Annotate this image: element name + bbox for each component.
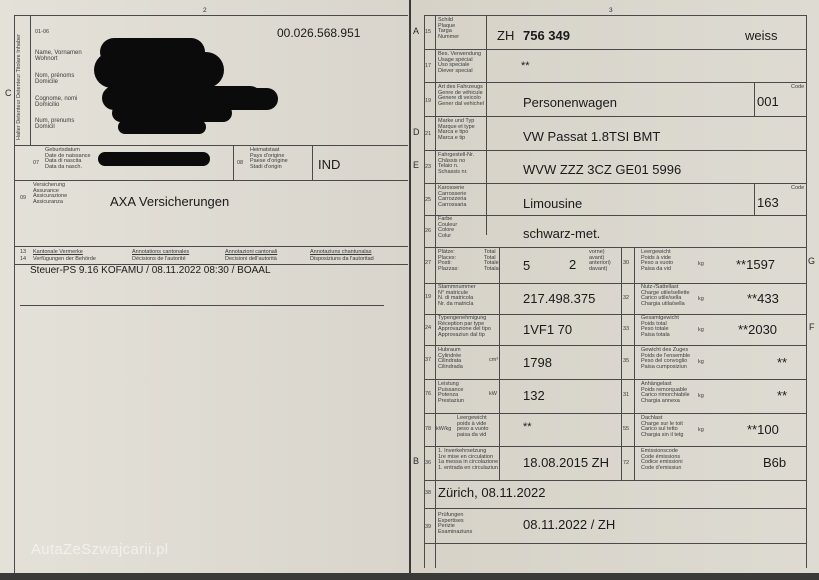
field-23-number: 23	[425, 164, 432, 170]
type-approval-label	[438, 316, 491, 338]
power-de: Leistung	[438, 381, 459, 387]
total-weight-unit: kg	[698, 327, 704, 333]
plate-label-de: Schild	[438, 17, 453, 23]
plate-label-it: Targa	[438, 28, 452, 35]
divider	[806, 15, 807, 568]
roof-load-fr: Charge sur le toit	[641, 420, 683, 427]
color-label	[438, 217, 457, 239]
authority-label-de: Verfügungen der Behörde	[33, 256, 96, 262]
color-label-de: Farbe	[438, 216, 453, 222]
power-weight-unit: kW/kg	[436, 426, 452, 432]
make-type-label-fr: Marque et type	[438, 123, 475, 130]
divider	[499, 283, 500, 480]
combination-weight-label	[641, 348, 690, 370]
body-code: 163	[757, 195, 779, 210]
name-label-de: Name, Vornamen	[35, 50, 82, 56]
divider	[424, 247, 807, 248]
origin-label-rm: Stadi d'origin	[250, 163, 282, 170]
power-weight-label	[457, 416, 489, 438]
field-01-number: 01-06	[35, 29, 50, 35]
empty-weight-label	[641, 250, 673, 272]
emission-code-it: Codice emissioni	[641, 459, 683, 466]
type-approval-de: Typengenehmigung	[438, 315, 487, 321]
combination-weight-value: **	[777, 355, 788, 370]
places-total-fr: Total	[484, 254, 496, 261]
emission-code-de: Emissionscode	[641, 448, 678, 454]
field-31-number: 31	[623, 392, 630, 398]
side-letter-b: B	[413, 456, 420, 466]
divider	[424, 15, 807, 16]
inspection-de: Prüfungen	[438, 512, 464, 518]
towing-load-unit: kg	[698, 393, 704, 399]
emission-code-rm: Code d'emissiun	[641, 464, 682, 471]
insurance-label-it: Assicurazione	[33, 193, 68, 200]
divider	[424, 543, 807, 544]
total-weight-value: **2030	[738, 322, 778, 337]
payload-unit: kg	[698, 296, 704, 302]
type-approval-fr: Réception par type	[438, 320, 485, 327]
master-number-label	[438, 285, 476, 307]
displacement-it: Cilindrata	[438, 358, 462, 365]
cantonal-label-it: Annotazioni cantonali	[225, 249, 278, 255]
side-letter-c: C	[5, 88, 12, 98]
divider	[312, 145, 313, 180]
body-label-de: Karosserie	[438, 185, 465, 191]
divider	[424, 446, 807, 447]
places-total-it: Totale	[484, 260, 499, 267]
field-26-number: 26	[425, 228, 432, 234]
divider	[424, 183, 807, 184]
field-07-number: 07	[33, 160, 40, 166]
power-weight-value: **	[523, 421, 532, 433]
special-use-label-rm: Diever special	[438, 67, 473, 74]
power-weight-it: peso a vuoto	[457, 426, 489, 433]
emission-code-label	[641, 449, 683, 471]
first-registration-label	[438, 449, 498, 471]
divider	[499, 247, 500, 283]
payload-it: Carico utile/sella	[641, 295, 682, 302]
body-label-rm: Carrossaria	[438, 201, 467, 208]
side-letter-f: F	[809, 322, 815, 332]
power-fr: Puissance	[438, 386, 464, 393]
color-label-rm: Colur	[438, 232, 452, 239]
plate-label-rm: Nummer	[438, 33, 460, 40]
redaction-mark	[94, 52, 224, 88]
empty-weight-unit: kg	[698, 261, 704, 267]
payload-de: Nutz-/Sattellast	[641, 284, 679, 290]
special-use-label-de: Bes. Verwendung	[438, 51, 482, 57]
towing-load-rm: Chargia annexa	[641, 397, 680, 404]
vehicle-type-value: Personenwagen	[523, 95, 617, 110]
vehicle-type-label-rm: Gener dal vehichel	[438, 100, 484, 107]
roof-load-de: Dachlast	[641, 415, 663, 421]
make-type-label-de: Marke und Typ	[438, 118, 475, 124]
divider	[486, 15, 487, 235]
field-24-number: 24	[425, 325, 432, 331]
divider	[424, 49, 807, 50]
name-label-rm-1: Num, prenums	[35, 118, 75, 124]
displacement-de: Hubraum	[438, 347, 461, 353]
watermark: AutaZeSzwajcarii.pl	[31, 541, 169, 558]
towing-load-fr: Poids remorquable	[641, 386, 688, 393]
type-approval-it: Approvazione del tipo	[438, 326, 491, 333]
total-weight-fr: Poids total	[641, 320, 667, 327]
payload-rm: Chargia utila/sella	[641, 300, 685, 307]
insurance-label	[33, 183, 67, 205]
displacement-value: 1798	[523, 355, 552, 370]
authority-label-it: Decisioni dell'autorità	[225, 256, 277, 262]
field-17-number: 17	[425, 63, 432, 69]
name-label-it-1: Cognome, nomi	[35, 96, 78, 102]
body-label	[438, 186, 466, 208]
empty-weight-value: **1597	[736, 257, 776, 272]
name-label-fr-1: Nom, prénoms	[35, 73, 75, 79]
roof-load-label	[641, 416, 684, 438]
roof-load-rm: Chargia sin il tetg	[641, 431, 684, 438]
cantonal-label-fr: Annotations cantonales	[132, 249, 190, 255]
power-label	[438, 382, 464, 404]
power-weight-rm: paisa da vid	[457, 431, 487, 438]
field-19b-number: 19	[425, 294, 432, 300]
vehicle-type-label-it: Genere di veicolo	[438, 95, 481, 102]
places-front-value: 2	[569, 257, 577, 272]
places-label-de: Plätze:	[438, 249, 455, 255]
field-21-number: 21	[425, 131, 432, 137]
empty-weight-it: Peso a vuoto	[641, 260, 674, 267]
field-39-number: 39	[425, 524, 432, 530]
field-15-number: 15	[425, 29, 432, 35]
divider	[14, 15, 15, 573]
places-front-label	[589, 250, 611, 272]
total-weight-rm: Paisa totala	[641, 331, 670, 338]
field-14-number: 14	[20, 256, 27, 262]
power-weight-de: Leergewicht	[457, 415, 487, 421]
combination-weight-it: Peso del convoglio	[641, 358, 688, 365]
places-label-it: Posti:	[438, 260, 452, 267]
field-25-number: 25	[425, 197, 432, 203]
payload-fr: Charge utile/sellette	[641, 289, 690, 296]
side-letter-e: E	[413, 160, 420, 170]
inspection-it: Perizie	[438, 523, 455, 530]
displacement-fr: Cylindrée	[438, 352, 462, 359]
authority-label-fr: Décisions de l'autorité	[132, 256, 186, 262]
field-09-number: 09	[20, 195, 27, 201]
name-label	[35, 50, 82, 62]
places-front-rm: davant)	[589, 265, 608, 272]
birth-label-fr: Date de naissance	[45, 152, 91, 159]
divider	[14, 15, 408, 16]
places-total-label	[484, 250, 499, 272]
body-label-it: Carrozzeria	[438, 196, 467, 203]
roof-load-it: Carico sul tetto	[641, 426, 678, 433]
divider	[30, 15, 31, 145]
field-30-number: 30	[623, 260, 630, 266]
first-registration-fr: 1re mise en circulation	[438, 453, 494, 460]
make-type-label-it: Marca e tipo	[438, 129, 469, 136]
inspection-rm: Examinaziuns	[438, 528, 473, 535]
holder-vertical-label-2: Halter Detenteur	[16, 99, 22, 140]
insurance-value: AXA Versicherungen	[110, 194, 230, 209]
field-78-number: 78	[425, 426, 432, 432]
divider	[435, 15, 436, 568]
authority-remark: Steuer-PS 9.16 KOFAMU / 08.11.2022 08:30 / BOAAL	[30, 265, 271, 276]
power-value: 132	[523, 388, 545, 403]
divider	[424, 82, 807, 83]
combination-weight-de: Gewicht des Zuges	[641, 347, 689, 353]
divider	[754, 183, 755, 215]
first-registration-value: 18.08.2015 ZH	[523, 455, 610, 470]
divider	[14, 145, 408, 146]
inspection-label	[438, 513, 472, 535]
towing-load-it: Carico rimorchiabile	[641, 392, 690, 399]
side-letter-d: D	[413, 127, 420, 137]
divider	[424, 508, 807, 509]
origin-label-de: Heimatstaat	[250, 147, 280, 153]
name-label-de-2: Wohnort	[35, 56, 58, 62]
right-page	[411, 0, 819, 573]
redaction-mark	[98, 152, 210, 166]
origin-label-it: Paese d'origine	[250, 158, 288, 165]
inspection-value: 08.11.2022 / ZH	[523, 517, 616, 532]
payload-value: **433	[747, 291, 779, 306]
insurance-label-de: Versicherung	[33, 182, 66, 188]
chassis-label-fr: Châssis no	[438, 157, 466, 164]
origin-label-fr: Pays d'origine	[250, 152, 285, 159]
roof-load-value: **100	[747, 422, 779, 437]
payload-label	[641, 285, 690, 307]
birth-label	[45, 148, 91, 170]
vehicle-type-label-fr: Genre de véhicule	[438, 89, 483, 96]
field-08-number: 08	[237, 160, 244, 166]
field-38-number: 38	[425, 490, 432, 496]
vehicle-type-code-label: Code	[791, 84, 805, 90]
first-registration-de: 1. Inverkehrsetzung	[438, 448, 487, 454]
color-label-fr: Couleur	[438, 221, 458, 228]
make-type-label	[438, 119, 475, 141]
towing-load-value: **	[777, 388, 788, 403]
power-weight-fr: poids à vide	[457, 420, 487, 427]
plate-number: 756 349	[523, 28, 570, 43]
remark-underline	[20, 305, 384, 306]
name-label-rm-2: Domicil	[35, 124, 55, 130]
vehicle-type-label-de: Art des Fahrzeugs	[438, 84, 483, 90]
redaction-mark	[118, 120, 206, 134]
divider	[424, 379, 807, 380]
combination-weight-rm: Paisa cumposiziun	[641, 363, 687, 370]
name-label-it-2: Domicilio	[35, 102, 60, 108]
places-total-value: 5	[523, 258, 531, 273]
origin-value: IND	[318, 157, 341, 172]
power-it: Potenza	[438, 392, 459, 399]
field-76-number: 76	[425, 391, 432, 397]
authority-label-rm: Disposiziuns da l'autoritad	[310, 256, 374, 262]
cantonal-label-de: Kantonale Vermerke	[33, 249, 83, 255]
plate-color: weiss	[745, 28, 778, 43]
plate-canton: ZH	[497, 28, 515, 43]
chassis-label-rm: Schassis nr.	[438, 168, 468, 175]
divider	[424, 413, 807, 414]
total-weight-de: Gesamtgewicht	[641, 315, 679, 321]
towing-load-de: Anhängelast	[641, 381, 672, 387]
emission-code-fr: Code émissions	[641, 453, 681, 460]
places-label	[438, 250, 459, 272]
page-number-right: 3	[609, 7, 613, 14]
make-type-value: VW Passat 1.8TSI BMT	[523, 129, 661, 144]
first-registration-rm: 1. entrada en circulaziun	[438, 464, 498, 471]
empty-weight-de: Leergewicht	[641, 249, 671, 255]
chassis-label-it: Telaio n.	[438, 163, 459, 170]
type-approval-rm: Approvaziun dal tip	[438, 331, 485, 338]
insurance-label-fr: Assurance	[33, 187, 59, 194]
divider	[754, 82, 755, 116]
total-weight-it: Peso totale	[641, 326, 669, 333]
places-front-fr: avant)	[589, 254, 605, 261]
roof-load-unit: kg	[698, 427, 704, 433]
plate-label	[438, 18, 459, 40]
field-33-number: 33	[623, 326, 630, 332]
page-number-left: 2	[203, 7, 207, 14]
displacement-unit: cm³	[489, 357, 499, 363]
birth-label-it: Data di nascita	[45, 158, 82, 165]
special-use-label-fr: Usage spécial	[438, 56, 473, 63]
towing-load-label	[641, 382, 690, 404]
divider	[424, 215, 807, 216]
color-label-it: Colore	[438, 227, 455, 234]
vehicle-type-code: 001	[757, 94, 779, 109]
master-number-value: 217.498.375	[523, 291, 596, 306]
document-number: 00.026.568.951	[277, 26, 361, 40]
divider	[424, 116, 807, 117]
inspection-fr: Expertises	[438, 517, 464, 524]
places-label-fr: Places:	[438, 254, 457, 261]
divider	[424, 150, 807, 151]
master-number-de: Stammnummer	[438, 284, 476, 290]
origin-label	[250, 148, 288, 170]
emission-code-value: B6b	[763, 455, 787, 470]
name-label-fr-2: Domicile	[35, 79, 59, 85]
empty-weight-fr: Poids à vide	[641, 254, 671, 261]
combination-weight-fr: Poids de l'ensemble	[641, 352, 691, 359]
field-55-number: 55	[623, 426, 630, 432]
make-type-label-rm: Marca e tip	[438, 134, 466, 141]
chassis-label	[438, 153, 474, 175]
places-label-rm: Plazzas:	[438, 265, 459, 272]
places-total-de: Total	[484, 249, 496, 255]
birth-label-de: Geburtsdatum	[45, 147, 80, 153]
power-rm: Prestaziun	[438, 397, 464, 404]
name-label-it	[35, 96, 77, 108]
name-label-rm	[35, 118, 74, 130]
field-72-number: 72	[623, 460, 630, 466]
type-approval-value: 1VF1 70	[523, 322, 573, 337]
body-label-fr: Carrosserie	[438, 190, 467, 197]
master-number-rm: Nr. da matricla	[438, 300, 474, 307]
places-front-de: vorne)	[589, 249, 605, 255]
cantonal-label-rm: Annotaziuns chantunalas	[310, 249, 372, 255]
total-weight-label	[641, 316, 679, 338]
field-37-number: 37	[425, 357, 432, 363]
divider	[424, 283, 807, 284]
special-use-value: **	[521, 60, 530, 72]
displacement-rm: Cilindrada	[438, 363, 463, 370]
special-use-label	[438, 52, 481, 74]
master-number-it: N. di matricola	[438, 295, 474, 302]
power-unit: kW	[489, 391, 497, 397]
name-label-fr	[35, 73, 74, 85]
combination-weight-unit: kg	[698, 359, 704, 365]
body-code-label: Code	[791, 185, 805, 191]
field-36-number: 36	[425, 460, 432, 466]
divider	[424, 480, 807, 481]
side-letter-a: A	[413, 26, 420, 36]
places-front-it: anteriori)	[589, 260, 611, 267]
master-number-fr: N° matricule	[438, 289, 469, 296]
field-27-number: 27	[425, 260, 432, 266]
places-total-rm: Totala	[484, 265, 499, 272]
displacement-label	[438, 348, 463, 370]
field-32-number: 32	[623, 295, 630, 301]
field-13-number: 13	[20, 249, 27, 255]
empty-weight-rm: Paisa da vid	[641, 265, 671, 272]
divider	[233, 145, 234, 180]
divider	[424, 345, 807, 346]
side-letter-g: G	[808, 256, 816, 266]
divider	[14, 180, 408, 181]
divider	[14, 246, 408, 247]
left-page	[0, 0, 409, 573]
body-value: Limousine	[523, 196, 583, 211]
plate-label-fr: Plaque	[438, 22, 456, 29]
chassis-value: WVW ZZZ 3CZ GE01 5996	[523, 162, 682, 177]
holder-vertical-label: Detenteur Titolare Inhaber	[16, 34, 22, 98]
field-35-number: 35	[623, 358, 630, 364]
field-19-number: 19	[425, 98, 432, 104]
special-use-label-it: Uso speciale	[438, 62, 470, 69]
birth-label-rm: Data da nasch.	[45, 163, 82, 170]
color-value: schwarz-met.	[523, 226, 601, 241]
issue-place-date: Zürich, 08.11.2022	[438, 485, 546, 500]
vehicle-type-label	[438, 85, 484, 107]
first-registration-it: 1a messa in circolazione	[438, 459, 499, 466]
insurance-label-rm: Assicuranza	[33, 198, 63, 205]
chassis-label-de: Fahrgestell-Nr.	[438, 152, 475, 158]
